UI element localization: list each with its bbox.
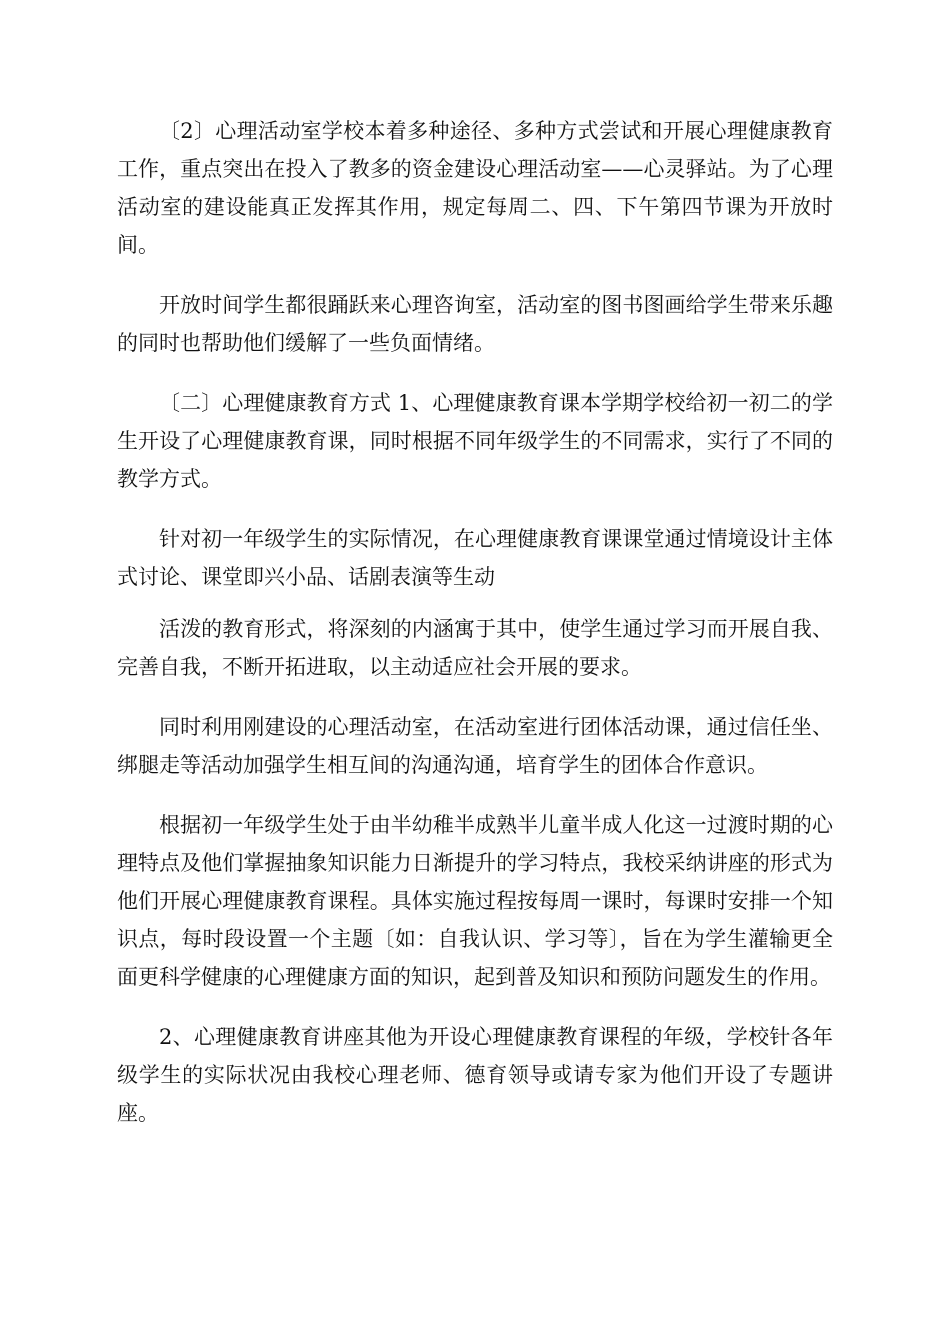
paragraph-open-time: 开放时间学生都很踊跃来心理咨询室，活动室的图书图画给学生带来乐趣的同时也帮助他们缓解了一些负面情绪。 bbox=[117, 293, 833, 355]
paragraph-special-lectures: 2、心理健康教育讲座其他为开设心理健康教育课程的年级，学校针各年级学生的实际状况由我校心理老师、德育领导或请专家为他们开设了专题讲座。 bbox=[117, 1025, 833, 1125]
paragraph-education-methods: 〔二〕心理健康教育方式 1、心理健康教育课本学期学校给初一初二的学生开设了心理健康教育课，同时根据不同年级学生的不同需求，实行了不同的教学方式。 bbox=[117, 391, 833, 491]
paragraph-grade-one-situation: 针对初一年级学生的实际情况，在心理健康教育课课堂通过情境设计主体式讨论、课堂即兴小品、话剧表演等生动 bbox=[117, 527, 833, 589]
paragraph-lecture-format: 根据初一年级学生处于由半幼稚半成熟半儿童半成人化这一过渡时期的心理特点及他们掌握抽象知识能力日渐提升的学习特点，我校采纳讲座的形式为他们开展心理健康教育课程。具体实施过程按每周一课时，每课时安排一个知识点，每时段设置一个主题〔如：自我认识、学习等〕，旨在为学生灌输更全面更科学健康的心理健康方面的知识，起到普及知识和预防问题发生的作用。 bbox=[117, 813, 833, 989]
paragraph-lively-forms: 活泼的教育形式，将深刻的内涵寓于其中，使学生通过学习而开展自我、完善自我，不断开拓进取，以主动适应社会开展的要求。 bbox=[117, 617, 833, 679]
paragraph-activity-room: 〔2〕心理活动室学校本着多种途径、多种方式尝试和开展心理健康教育工作，重点突出在投入了教多的资金建设心理活动室——心灵驿站。为了心理活动室的建设能真正发挥其作用，规定每周二、四、下午第四节课为开放时间。 bbox=[117, 119, 833, 257]
paragraph-group-activity: 同时利用刚建设的心理活动室，在活动室进行团体活动课，通过信任坐、绑腿走等活动加强学生相互间的沟通沟通，培育学生的团体合作意识。 bbox=[117, 715, 833, 777]
document-body bbox=[117, 112, 833, 1154]
